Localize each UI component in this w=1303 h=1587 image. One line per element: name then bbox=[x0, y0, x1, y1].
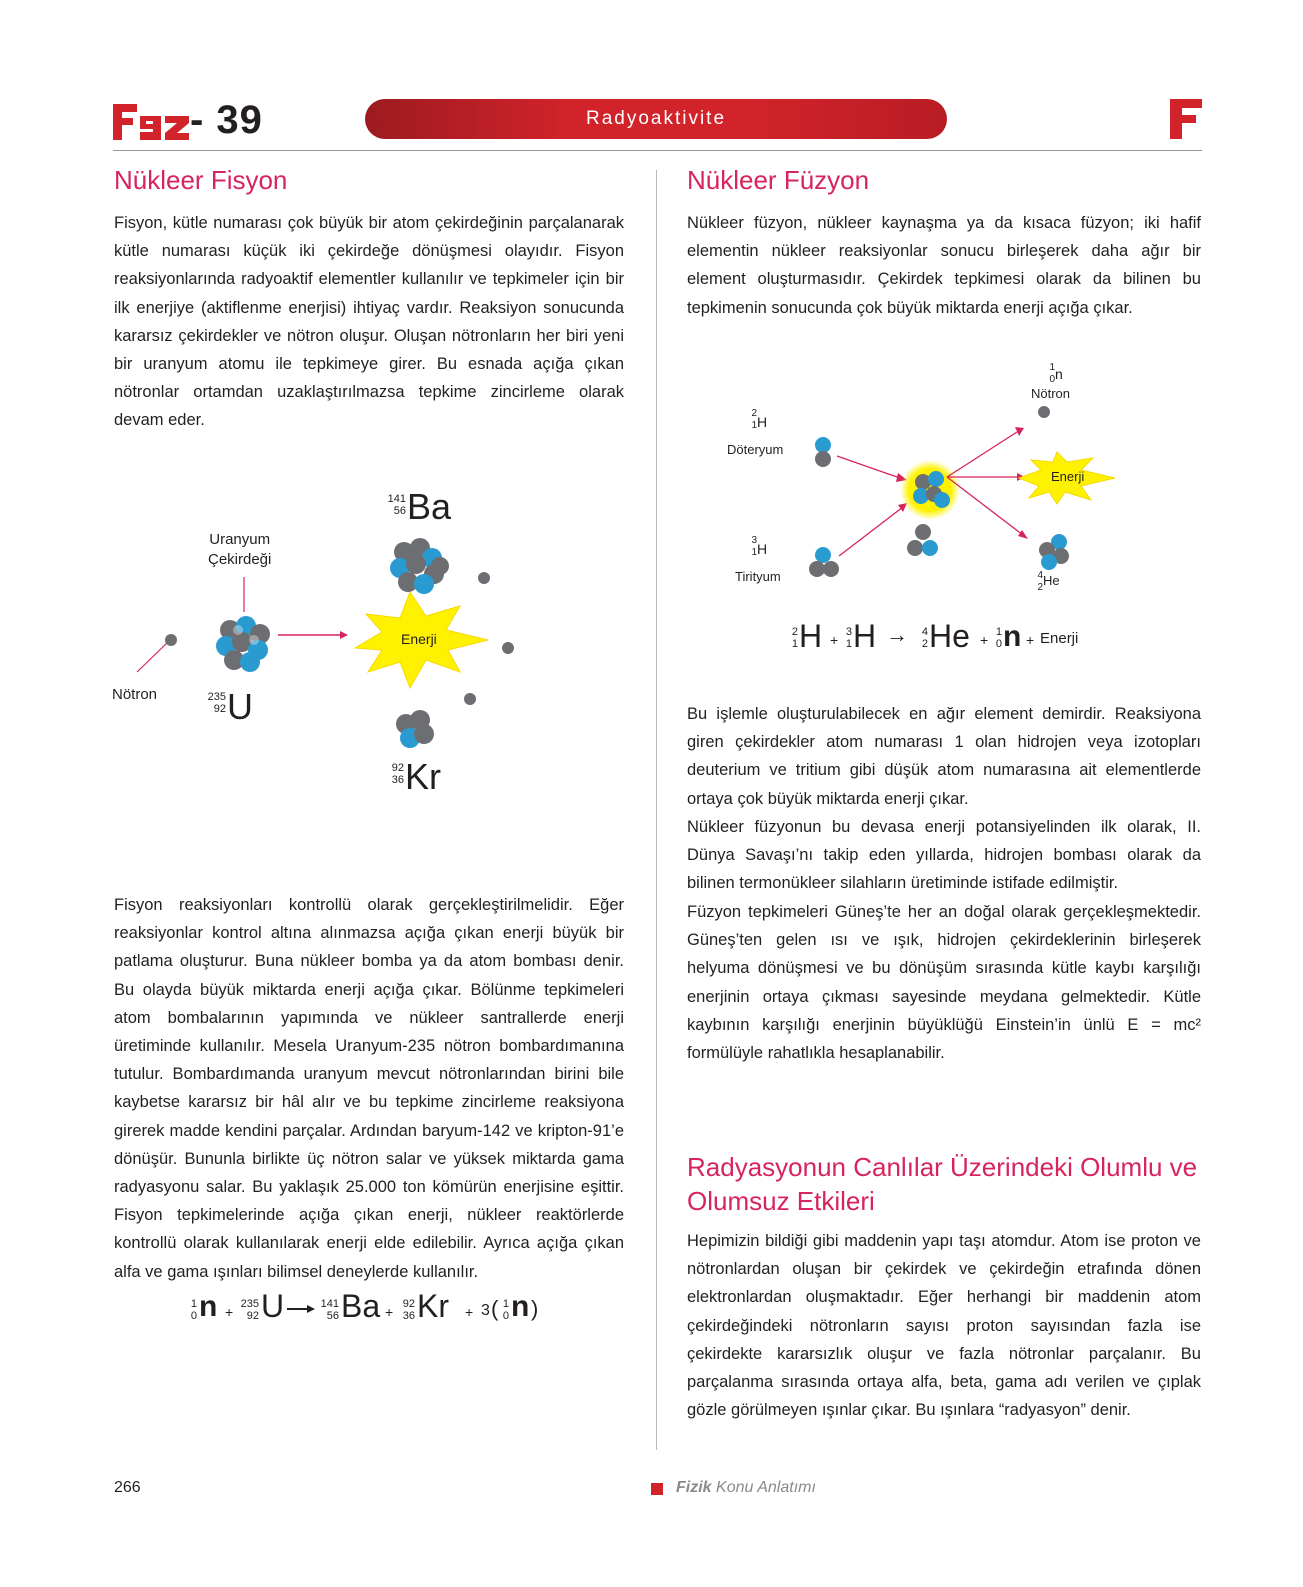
feq-he-mass: 4 bbox=[921, 626, 928, 638]
eq-u-symbol: U bbox=[261, 1288, 285, 1324]
tritium-nucleus bbox=[809, 547, 839, 577]
d-mass: 2 bbox=[751, 408, 757, 419]
eq-n2-symbol: n bbox=[511, 1290, 530, 1323]
fusion-paragraph-4: Füzyon tepkimeleri Güneş’te her an doğal olarak gerçekleşmektedir. Güneş’ten gelen ısı ve ışık, hidrojen çekirdeklerinin birleşerek helyuma dönüşmesi ve bu dönüşüm sırasında kütle kaybı karşılığı enerjinin ortaya çıkması sayesinde meydana gelmektedir. Kütle kaybının karşılığı enerjinin büyüklüğü Einstein’in ünlü E = mc² formülüyle rahatlıkla hesaplanabilir. bbox=[687, 903, 1201, 1063]
d-symbol: H bbox=[757, 414, 768, 430]
feq-arrow: → bbox=[886, 622, 908, 647]
ba-mass: 141 bbox=[387, 493, 406, 505]
feq-h3-z: 1 bbox=[845, 638, 852, 650]
eq-kr-symbol: Kr bbox=[417, 1288, 449, 1324]
eq-arrow bbox=[287, 1304, 315, 1314]
fusion-equation bbox=[790, 618, 1090, 662]
u-symbol: U bbox=[227, 686, 253, 727]
eq-ba-symbol: Ba bbox=[341, 1288, 381, 1324]
feq-plus: + bbox=[1026, 632, 1035, 648]
eq-n-symbol: n bbox=[199, 1290, 218, 1323]
eq-n-z: 0 bbox=[190, 1310, 197, 1322]
eq-u-z: 92 bbox=[246, 1310, 259, 1322]
eq-coefficient: 3 bbox=[481, 1302, 490, 1319]
barium-nucleus bbox=[390, 538, 449, 594]
fusion-diagram bbox=[727, 360, 1155, 600]
outgoing-neutron bbox=[464, 693, 476, 705]
feq-energy: Enerji bbox=[1040, 630, 1079, 647]
eq-plus: + bbox=[225, 1304, 234, 1320]
eq-n-mass: 1 bbox=[190, 1298, 197, 1310]
n-mass: 1 bbox=[1049, 362, 1055, 373]
uranium-nucleus bbox=[216, 616, 270, 672]
eq-kr-mass: 92 bbox=[402, 1298, 415, 1310]
neutron-label: Nötron bbox=[112, 686, 158, 703]
eq-plus: + bbox=[465, 1304, 474, 1320]
u-mass: 235 bbox=[207, 691, 226, 703]
feq-he-symbol: He bbox=[929, 618, 970, 654]
feq-h2-z: 1 bbox=[791, 638, 798, 650]
eq-ba-z: 56 bbox=[326, 1310, 339, 1322]
eq-paren-close: ) bbox=[531, 1296, 539, 1321]
t-symbol: H bbox=[757, 541, 768, 557]
radiation-paragraph: Hepimizin bildiği gibi maddenin yapı taşı atomdur. Atom ise proton ve nötronlardan oluşan bir çekirdek ve çekirdeğin etrafında dönen elektronlardan oluşmaktadır. Eğer herhangi bir maddenin atom çekirdeğindeki nötronların sayısı proton sayısından fazla ise çekirdekte kararsızlık oluşur ve fazla nötronlar parçalanır. Bu parçalanma sırasında ortaya alfa, beta, gama adı verilen ve çıplak gözle görülmeyen ışınlar çıkar. Bu ışınlara “radyasyon” denir. bbox=[687, 1232, 1201, 1420]
he-isotope-numbers bbox=[1035, 570, 1043, 594]
radiation-title-line2: Olumsuz Etkileri bbox=[687, 1186, 875, 1216]
reaction-arrow bbox=[340, 631, 348, 639]
radiation-title-line1: Radyasyonun Canlılar Üzerindeki Olumlu ve bbox=[687, 1152, 1198, 1182]
n-z: 0 bbox=[1049, 374, 1055, 385]
feq-he-z: 2 bbox=[921, 638, 928, 650]
uranium-label-line2: Çekirdeği bbox=[208, 551, 272, 568]
eq-n2-mass: 1 bbox=[502, 1298, 509, 1310]
t-mass: 3 bbox=[751, 535, 757, 546]
eq-ba-numbers bbox=[317, 1298, 339, 1322]
u-isotope-numbers bbox=[202, 691, 226, 715]
fission-diagram-graphics bbox=[110, 480, 640, 820]
feq-h3-mass: 3 bbox=[845, 626, 852, 638]
unit-number: - 39 bbox=[190, 98, 263, 142]
he-symbol: He bbox=[1043, 573, 1060, 588]
fusion-energy-label: Enerji bbox=[1051, 469, 1085, 484]
feq-n-mass: 1 bbox=[995, 626, 1002, 638]
footer-subject bbox=[676, 1479, 816, 1497]
feq-h3-symbol: H bbox=[853, 618, 877, 654]
u-atomic-number: 92 bbox=[213, 703, 226, 715]
corner-logo bbox=[1170, 99, 1202, 139]
footer-square-icon bbox=[651, 1483, 663, 1495]
kr-isotope-numbers bbox=[382, 762, 404, 786]
header-rule bbox=[113, 150, 1202, 151]
radiation-title bbox=[687, 1150, 1197, 1218]
fusion-paragraph-2: Bu işlemle oluşturulabilecek en ağır element demirdir. Reaksiyona giren çekirdekler atom numarası 1 olan hidrojen veya izotopları deuterium ve tritium gibi düşük atom numarasına ait elementlerde ortaya çok büyük miktarda enerji çıkar. bbox=[687, 705, 1201, 808]
fission-title: Nükleer Fisyon bbox=[114, 165, 288, 195]
eq-n2-z: 0 bbox=[502, 1310, 509, 1322]
eq-paren-open: ( bbox=[491, 1296, 499, 1321]
fusion-neutron bbox=[1038, 406, 1050, 418]
arrow-to-neutron bbox=[1015, 427, 1024, 436]
footer-subtitle: Konu Anlatımı bbox=[716, 1479, 816, 1496]
n-symbol: n bbox=[1055, 366, 1063, 382]
feq-h2-numbers bbox=[790, 626, 798, 650]
kr-mass: 92 bbox=[391, 762, 404, 774]
t-isotope-numbers bbox=[749, 535, 757, 559]
footer-subject-name: Fizik bbox=[676, 1479, 712, 1496]
fission-paragraph-2: Fisyon reaksiyonları kontrollü olarak gerçekleştirilmelidir. Eğer reaksiyonlar kontrol altına alınmazsa açığa çıkan enerji büyük bir patlama oluşturur. Buna nükleer bomba ya da atom bombası denir. Bu olayda büyük miktarda enerji açığa çıkar. Bölünme tepkimeleri atom bombalarının yapımında ve nükleer santrallerde enerji üretiminde kullanılır. Mesela Uranyum-235 nötron bombardımanına tutulur. Bombardımanda uranyum mevcut nötronlarından birini bile kaybetse kararsız bir hâl alır ve bu tepkime zincirleme reaksiyona girerek madde kendini parçalar. Ardından baryum-142 ve kripton-91’e dönüşür. Bununla birlikte üç nötron salar ve yüksek miktarda gama radyasyonu salar. Bu yaklaşık 25.000 ton kömürün enerjisine eşittir. Fisyon tepkimelerinde açığa çıkan enerji, nükleer reaktörlerde kontrollü olarak kullanılarak enerji elde edilebilir. Ayrıca açığa çıkan alfa ve gama ışınları bilimsel deneylerde kullanılır. bbox=[114, 896, 624, 1281]
eq-kr-numbers bbox=[399, 1298, 415, 1322]
feq-h2-symbol: H bbox=[799, 618, 823, 654]
tritium-label: Tirityum bbox=[735, 569, 781, 584]
n-isotope-numbers bbox=[1047, 362, 1055, 386]
fission-paragraph-1: Fisyon, kütle numarası çok büyük bir atom çekirdeğinin parçalanarak kütle numarası küçük iki çekirdeğe dönüşmesi olayıdır. Fisyon reaksiyonlarında radyoaktif elementler kullanılır ve tepkimeler için bir ilk enerjiye (aktiflenme enerjisi) ihtiyaç vardır. Reaksiyon sonucunda kararsız çekirdekler ve nötron oluşur. Oluşan nötronların her biri yeni bir uranyum atomu ile tepkimeye girer. Bu esnada açığa çıkan nötronlar ortamdan uzaklaştırılmazsa tepkime zincirleme olarak devam eder. bbox=[114, 214, 624, 430]
outgoing-neutron bbox=[478, 572, 490, 584]
ba-atomic-number: 56 bbox=[393, 505, 406, 517]
ba-isotope-numbers bbox=[382, 493, 406, 517]
eq-u-numbers bbox=[237, 1298, 259, 1322]
faz-logo bbox=[113, 104, 193, 140]
fission-equation bbox=[185, 1290, 585, 1334]
intermediate-nucleus bbox=[907, 524, 938, 556]
deuterium-nucleus bbox=[815, 437, 831, 467]
eq-n2-numbers bbox=[499, 1298, 509, 1322]
column-divider bbox=[656, 170, 657, 1450]
ba-symbol: Ba bbox=[407, 486, 452, 527]
uranium-label bbox=[208, 530, 271, 570]
fusion-title: Nükleer Füzyon bbox=[687, 165, 870, 195]
d-z: 1 bbox=[751, 420, 757, 431]
feq-n-z: 0 bbox=[995, 638, 1002, 650]
eq-kr-z: 36 bbox=[402, 1310, 415, 1322]
page-number: 266 bbox=[114, 1479, 141, 1496]
eq-n-numbers bbox=[187, 1298, 197, 1322]
helium-nucleus bbox=[1039, 534, 1069, 570]
kr-atomic-number: 36 bbox=[391, 774, 404, 786]
topic-banner: Radyoaktivite bbox=[365, 99, 947, 139]
eq-plus: + bbox=[385, 1304, 394, 1320]
fission-diagram bbox=[110, 480, 640, 820]
feq-h3-numbers bbox=[844, 626, 852, 650]
energy-label: Enerji bbox=[401, 631, 437, 647]
he-mass: 4 bbox=[1037, 570, 1043, 581]
he-z: 2 bbox=[1037, 582, 1043, 593]
eq-u-mass: 235 bbox=[240, 1298, 259, 1310]
feq-plus: + bbox=[830, 632, 839, 648]
arrow-to-helium bbox=[1018, 530, 1028, 539]
feq-he-numbers bbox=[920, 626, 928, 650]
feq-h2-mass: 2 bbox=[791, 626, 798, 638]
fusion-paragraph-3: Nükleer füzyonun bu devasa enerji potansiyelinden ilk olarak, II. Dünya Savaşı’nı takip eden yıllarda, hidrojen bombası olarak da bilinen termonükleer silahların üretiminde istifade edilmiştir. bbox=[687, 818, 1201, 893]
eq-ba-mass: 141 bbox=[320, 1298, 339, 1310]
deuterium-label: Döteryum bbox=[727, 442, 784, 457]
t-z: 1 bbox=[751, 547, 757, 558]
d-isotope-numbers bbox=[749, 408, 757, 432]
fusion-neutron-label: Nötron bbox=[1031, 386, 1071, 401]
krypton-nucleus bbox=[396, 710, 434, 748]
outgoing-neutron bbox=[502, 642, 514, 654]
feq-n-numbers bbox=[994, 626, 1002, 650]
incoming-neutron bbox=[165, 634, 177, 646]
kr-symbol: Kr bbox=[405, 756, 441, 797]
neutron-pointer-line bbox=[137, 643, 167, 672]
uranium-label-line1: Uranyum bbox=[209, 531, 271, 548]
feq-plus: + bbox=[980, 632, 989, 648]
feq-n-symbol: n bbox=[1003, 620, 1022, 653]
fusion-diagram-graphics bbox=[735, 360, 1155, 600]
fusion-paragraph-1: Nükleer füzyon, nükleer kaynaşma ya da kısaca füzyon; iki hafif elementin nükleer reaksiyonlar sonucu birleşerek daha ağır bir element oluşturmasıdır. Çekirdek tepkimesi olarak da bilinen bu tepkimenin sonucunda çok büyük miktarda enerji açığa çıkar. bbox=[687, 214, 1201, 317]
